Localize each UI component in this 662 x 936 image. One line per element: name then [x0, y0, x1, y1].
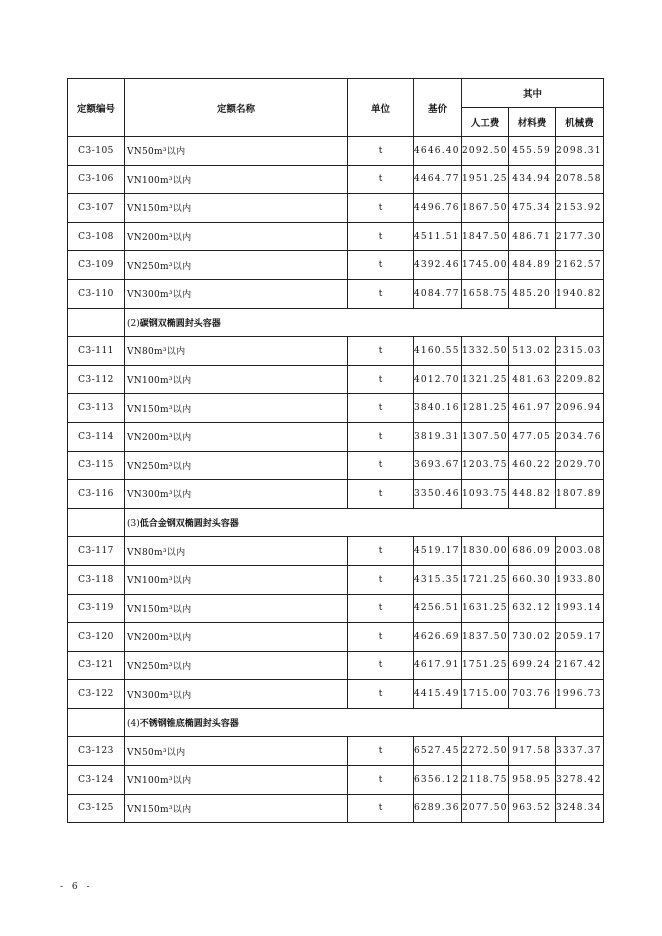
cell-material: 660.30	[509, 565, 556, 594]
cell-code: C3-107	[68, 194, 125, 223]
cell-material: 486.71	[509, 222, 556, 251]
cell-code: C3-117	[68, 537, 125, 566]
cell-unit: t	[348, 394, 414, 423]
cell-name: VN100m³以内	[125, 565, 348, 594]
cell-base-price: 4511.51	[414, 222, 462, 251]
section-number: (2)	[127, 318, 140, 329]
cell-labor: 1093.75	[462, 480, 509, 509]
cell-name: VN100m³以内	[125, 766, 348, 795]
table-row	[68, 451, 604, 480]
cell-unit: t	[348, 537, 414, 566]
cell-name: VN150m³以内	[125, 594, 348, 623]
cell-labor: 1751.25	[462, 651, 509, 680]
section-title	[125, 308, 604, 337]
cell-base-price: 3819.31	[414, 422, 462, 451]
cell-base-price: 6356.12	[414, 766, 462, 795]
cell-material: 686.09	[509, 537, 556, 566]
cell-code: C3-116	[68, 480, 125, 509]
cell-machine: 2167.42	[556, 651, 604, 680]
table-row	[68, 251, 604, 280]
cell-base-price: 4496.76	[414, 194, 462, 223]
header-base-price: 基价	[414, 79, 462, 137]
section-number: (4)	[127, 719, 140, 730]
cell-name: VN200m³以内	[125, 222, 348, 251]
cell-code: C3-120	[68, 623, 125, 652]
header-code: 定额编号	[68, 79, 125, 137]
cell-material: 484.89	[509, 251, 556, 280]
cell-unit: t	[348, 251, 414, 280]
section-header-blank	[68, 708, 125, 737]
table-row	[68, 737, 604, 766]
header-of-which: 其中	[462, 79, 604, 108]
cell-base-price: 4617.91	[414, 651, 462, 680]
cell-labor: 1321.25	[462, 365, 509, 394]
cell-unit: t	[348, 737, 414, 766]
cell-labor: 2118.75	[462, 766, 509, 795]
cell-name: VN50m³以内	[125, 737, 348, 766]
cell-labor: 1745.00	[462, 251, 509, 280]
cell-name: VN150m³以内	[125, 794, 348, 823]
cell-name: VN200m³以内	[125, 623, 348, 652]
section-title	[125, 708, 604, 737]
table-row	[68, 165, 604, 194]
table-row	[68, 422, 604, 451]
cell-material: 461.97	[509, 394, 556, 423]
cell-labor: 1203.75	[462, 451, 509, 480]
table-row	[68, 651, 604, 680]
cell-labor: 1332.50	[462, 337, 509, 366]
cell-unit: t	[348, 680, 414, 709]
cell-labor: 2092.50	[462, 137, 509, 166]
cell-code: C3-106	[68, 165, 125, 194]
cell-unit: t	[348, 137, 414, 166]
section-header-row	[68, 308, 604, 337]
cell-unit: t	[348, 279, 414, 308]
cell-machine: 3248.34	[556, 794, 604, 823]
cell-material: 485.20	[509, 279, 556, 308]
cell-labor: 1281.25	[462, 394, 509, 423]
cell-unit: t	[348, 565, 414, 594]
section-header-blank	[68, 508, 125, 537]
cell-material: 455.59	[509, 137, 556, 166]
table-row	[68, 365, 604, 394]
cell-name: VN250m³以内	[125, 451, 348, 480]
table-row	[68, 565, 604, 594]
cell-code: C3-110	[68, 279, 125, 308]
cell-name: VN200m³以内	[125, 422, 348, 451]
cell-material: 513.02	[509, 337, 556, 366]
cell-machine: 2315.03	[556, 337, 604, 366]
cell-material: 481.63	[509, 365, 556, 394]
cell-name: VN50m³以内	[125, 137, 348, 166]
cell-labor: 1715.00	[462, 680, 509, 709]
cell-unit: t	[348, 766, 414, 795]
table-row	[68, 794, 604, 823]
table-row	[68, 480, 604, 509]
cell-unit: t	[348, 594, 414, 623]
quota-table	[67, 78, 604, 823]
cell-material: 917.58	[509, 737, 556, 766]
cell-labor: 2077.50	[462, 794, 509, 823]
cell-labor: 1867.50	[462, 194, 509, 223]
cell-material: 448.82	[509, 480, 556, 509]
cell-code: C3-105	[68, 137, 125, 166]
cell-unit: t	[348, 451, 414, 480]
cell-material: 703.76	[509, 680, 556, 709]
cell-name: VN150m³以内	[125, 394, 348, 423]
cell-unit: t	[348, 480, 414, 509]
header-labor: 人工费	[462, 108, 509, 137]
table-row	[68, 537, 604, 566]
cell-code: C3-125	[68, 794, 125, 823]
section-header-row	[68, 508, 604, 537]
cell-machine: 2003.08	[556, 537, 604, 566]
cell-labor: 1658.75	[462, 279, 509, 308]
section-title	[125, 508, 604, 537]
cell-labor: 1847.50	[462, 222, 509, 251]
table-row	[68, 766, 604, 795]
cell-unit: t	[348, 623, 414, 652]
header-material: 材料费	[509, 108, 556, 137]
cell-base-price: 6527.45	[414, 737, 462, 766]
cell-name: VN300m³以内	[125, 279, 348, 308]
cell-code: C3-108	[68, 222, 125, 251]
table-row	[68, 394, 604, 423]
cell-code: C3-112	[68, 365, 125, 394]
cell-unit: t	[348, 337, 414, 366]
cell-material: 963.52	[509, 794, 556, 823]
cell-unit: t	[348, 651, 414, 680]
cell-base-price: 4415.49	[414, 680, 462, 709]
cell-machine: 3278.42	[556, 766, 604, 795]
section-number: (3)	[127, 519, 140, 530]
cell-base-price: 4626.69	[414, 623, 462, 652]
cell-machine: 2078.58	[556, 165, 604, 194]
cell-material: 434.94	[509, 165, 556, 194]
cell-machine: 1807.89	[556, 480, 604, 509]
cell-code: C3-113	[68, 394, 125, 423]
cell-base-price: 4464.77	[414, 165, 462, 194]
cell-machine: 2177.30	[556, 222, 604, 251]
cell-base-price: 4519.17	[414, 537, 462, 566]
cell-machine: 2034.76	[556, 422, 604, 451]
table-row	[68, 680, 604, 709]
cell-unit: t	[348, 365, 414, 394]
cell-base-price: 3840.16	[414, 394, 462, 423]
cell-base-price: 4315.35	[414, 565, 462, 594]
cell-code: C3-121	[68, 651, 125, 680]
cell-machine: 2029.70	[556, 451, 604, 480]
cell-labor: 1837.50	[462, 623, 509, 652]
cell-labor: 1721.25	[462, 565, 509, 594]
cell-base-price: 4012.70	[414, 365, 462, 394]
cell-name: VN300m³以内	[125, 480, 348, 509]
cell-machine: 1933.80	[556, 565, 604, 594]
cell-material: 475.34	[509, 194, 556, 223]
cell-machine: 1940.82	[556, 279, 604, 308]
header-machine: 机械费	[556, 108, 604, 137]
cell-material: 699.24	[509, 651, 556, 680]
section-header-blank	[68, 308, 125, 337]
section-title-text: 碳钢双椭圆封头容器	[139, 318, 221, 329]
cell-name: VN80m³以内	[125, 537, 348, 566]
cell-code: C3-115	[68, 451, 125, 480]
cell-name: VN100m³以内	[125, 165, 348, 194]
cell-base-price: 4160.55	[414, 337, 462, 366]
cell-material: 460.22	[509, 451, 556, 480]
section-header-row	[68, 708, 604, 737]
cell-labor: 2272.50	[462, 737, 509, 766]
table-body	[68, 137, 604, 823]
cell-code: C3-122	[68, 680, 125, 709]
cell-base-price: 4646.40	[414, 137, 462, 166]
cell-material: 477.05	[509, 422, 556, 451]
cell-unit: t	[348, 794, 414, 823]
table-row	[68, 137, 604, 166]
table-row	[68, 337, 604, 366]
section-title-text: 低合金钢双椭圆封头容器	[139, 519, 239, 530]
cell-base-price: 4084.77	[414, 279, 462, 308]
cell-name: VN80m³以内	[125, 337, 348, 366]
cell-labor: 1307.50	[462, 422, 509, 451]
cell-machine: 2059.17	[556, 623, 604, 652]
cell-machine: 2096.94	[556, 394, 604, 423]
cell-base-price: 6289.36	[414, 794, 462, 823]
page-number: - 6 -	[60, 882, 93, 892]
cell-machine: 2162.57	[556, 251, 604, 280]
cell-material: 632.12	[509, 594, 556, 623]
cell-code: C3-123	[68, 737, 125, 766]
cell-code: C3-118	[68, 565, 125, 594]
cell-machine: 2098.31	[556, 137, 604, 166]
cell-name: VN150m³以内	[125, 194, 348, 223]
table-row	[68, 279, 604, 308]
cell-labor: 1951.25	[462, 165, 509, 194]
cell-unit: t	[348, 422, 414, 451]
table-row	[68, 594, 604, 623]
table-header	[68, 79, 604, 137]
cell-material: 730.02	[509, 623, 556, 652]
cell-base-price: 3350.46	[414, 480, 462, 509]
cell-machine: 3337.37	[556, 737, 604, 766]
cell-machine: 2209.82	[556, 365, 604, 394]
header-unit: 单位	[348, 79, 414, 137]
cell-name: VN250m³以内	[125, 251, 348, 280]
cell-code: C3-111	[68, 337, 125, 366]
cell-name: VN300m³以内	[125, 680, 348, 709]
table-row	[68, 222, 604, 251]
cell-machine: 1993.14	[556, 594, 604, 623]
cell-unit: t	[348, 194, 414, 223]
cell-material: 958.95	[509, 766, 556, 795]
cell-base-price: 3693.67	[414, 451, 462, 480]
cell-base-price: 4256.51	[414, 594, 462, 623]
cell-unit: t	[348, 165, 414, 194]
cell-code: C3-109	[68, 251, 125, 280]
section-title-text: 不锈钢锥底椭圆封头容器	[139, 719, 239, 730]
cell-name: VN250m³以内	[125, 651, 348, 680]
cell-code: C3-124	[68, 766, 125, 795]
cell-base-price: 4392.46	[414, 251, 462, 280]
cell-labor: 1830.00	[462, 537, 509, 566]
table-row	[68, 194, 604, 223]
table-row	[68, 623, 604, 652]
cell-labor: 1631.25	[462, 594, 509, 623]
cell-unit: t	[348, 222, 414, 251]
cell-machine: 2153.92	[556, 194, 604, 223]
cell-machine: 1996.73	[556, 680, 604, 709]
cell-code: C3-119	[68, 594, 125, 623]
header-name: 定额名称	[125, 79, 348, 137]
cell-code: C3-114	[68, 422, 125, 451]
cell-name: VN100m³以内	[125, 365, 348, 394]
